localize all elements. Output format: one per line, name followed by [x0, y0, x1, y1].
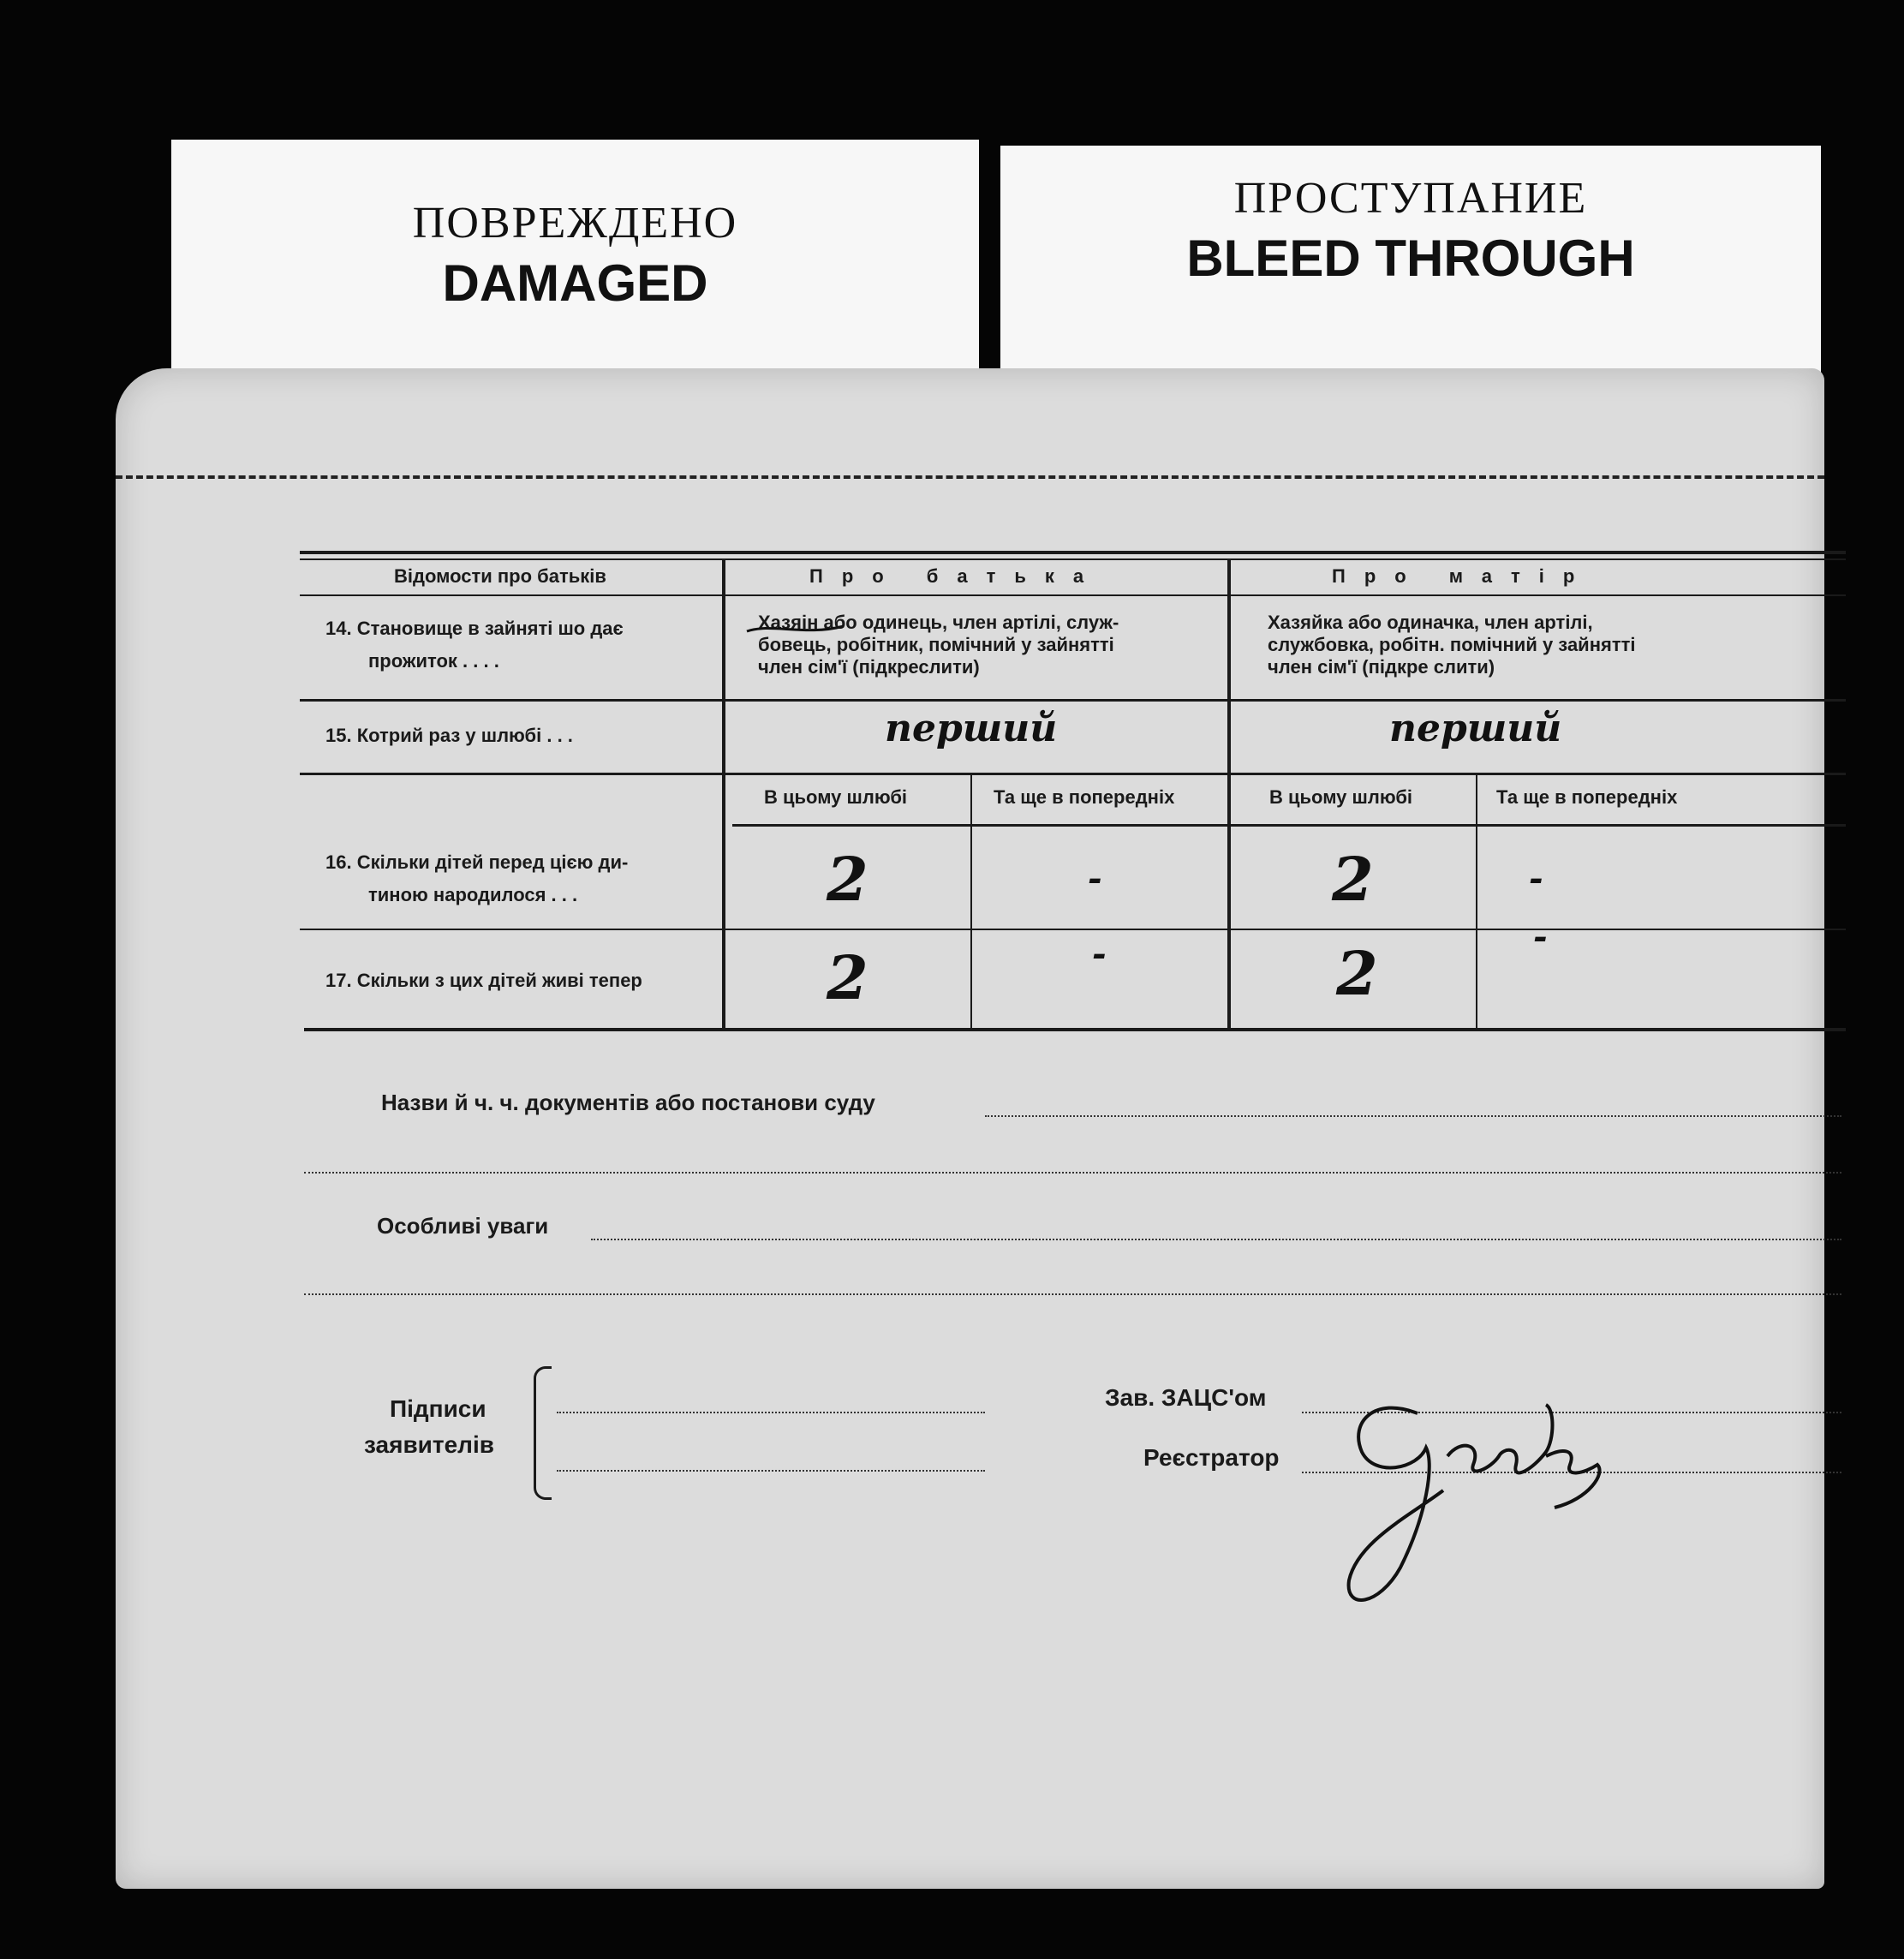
subheader-mother-this: В цьому шлюбі	[1269, 786, 1413, 808]
row14-mother-1: Хазяйка або одиначка, член артілі,	[1268, 612, 1593, 633]
col-divider-father	[970, 773, 972, 1030]
col-divider-mother	[1476, 773, 1477, 1030]
row14-rule	[300, 699, 1846, 702]
table-top-rule-2	[300, 558, 1846, 560]
row16-label-2: тиною народилося . . .	[368, 884, 578, 905]
subheader-mother-prev: Та ще в попередніх	[1496, 786, 1678, 808]
row17-mother-this: 2	[1336, 938, 1378, 1009]
signatures-label-2: заявителів	[364, 1431, 494, 1458]
row14-mother-2: службовка, робітн. помічний у зайнятті	[1268, 634, 1636, 655]
damaged-tag-ru: ПОВРЕЖДЕНО	[412, 199, 738, 248]
row15-father-value: перший	[885, 707, 1058, 750]
bleed-through-tag-en: BLEED THROUGH	[1186, 230, 1635, 287]
registrar-signature	[1298, 1388, 1657, 1628]
subheader-father-prev: Та ще в попередніх	[994, 786, 1175, 808]
damaged-tag-en: DAMAGED	[442, 254, 708, 312]
remarks-label: Особливі уваги	[377, 1213, 549, 1239]
documents-line-2	[304, 1172, 1841, 1174]
damaged-tag	[171, 140, 979, 388]
row17-father-prev: -	[1092, 934, 1107, 974]
header-parents: Відомости про батьків	[394, 565, 606, 587]
head-label: Зав. ЗАЦС'ом	[1105, 1384, 1267, 1411]
signatures-label-1: Підписи	[390, 1395, 486, 1422]
registration-card	[116, 368, 1824, 1889]
row17-mother-prev: -	[1533, 917, 1548, 957]
remarks-line-1	[591, 1239, 1841, 1240]
signatures-brace	[534, 1366, 552, 1500]
perforation-line	[116, 475, 1824, 479]
remarks-line-2	[304, 1293, 1841, 1295]
row15-label: 15. Котрий раз у шлюбі . . .	[325, 725, 573, 746]
row14-father-1: Хазяін або одинець, член артілі, служ-	[758, 612, 1119, 633]
row16-father-prev: -	[1088, 858, 1102, 899]
registrar-label: Реєстратор	[1143, 1444, 1280, 1471]
col-divider-2	[1227, 558, 1231, 1030]
header-father: Про батька	[809, 565, 1103, 587]
row14-mother-3: член сім'ї (підкре слити)	[1268, 656, 1495, 678]
row16-mother-this: 2	[1332, 844, 1374, 915]
documents-line-1	[985, 1115, 1841, 1117]
row16-label-1: 16. Скільки дітей перед цією ди-	[325, 851, 629, 873]
row16-mother-prev: -	[1529, 858, 1543, 899]
row14-label-2: прожиток . . . .	[368, 650, 499, 672]
col-divider-1	[722, 558, 725, 1030]
header-mother: Про матір	[1332, 565, 1594, 587]
table-top-rule	[300, 551, 1846, 554]
row15-mother-value: перший	[1389, 707, 1562, 750]
father-underline	[745, 621, 848, 638]
signature-line-2	[557, 1470, 985, 1472]
row14-label-1: 14. Становище в зайняті шо дає	[325, 618, 624, 639]
row14-father-2: бовець, робітник, помічний у зайнятті	[758, 634, 1114, 655]
subheader-rule	[732, 824, 1846, 827]
row16-rule	[300, 929, 1846, 930]
row17-father-this: 2	[827, 942, 868, 1013]
bleed-through-tag-ru: ПРОСТУПАНИЕ	[1233, 174, 1588, 223]
row17-label: 17. Скільки з цих дітей живі тепер	[325, 970, 642, 991]
documents-label: Назви й ч. ч. документів або постанови суду	[381, 1090, 875, 1115]
header-rule	[300, 594, 1846, 596]
table-bottom-rule	[304, 1028, 1846, 1031]
row16-father-this: 2	[827, 844, 868, 915]
subheader-father-this: В цьому шлюбі	[764, 786, 908, 808]
bleed-through-tag	[1000, 146, 1821, 394]
signature-line-1	[557, 1412, 985, 1413]
row14-father-3: член сім'ї (підкреслити)	[758, 656, 980, 678]
row15-rule	[300, 773, 1846, 775]
